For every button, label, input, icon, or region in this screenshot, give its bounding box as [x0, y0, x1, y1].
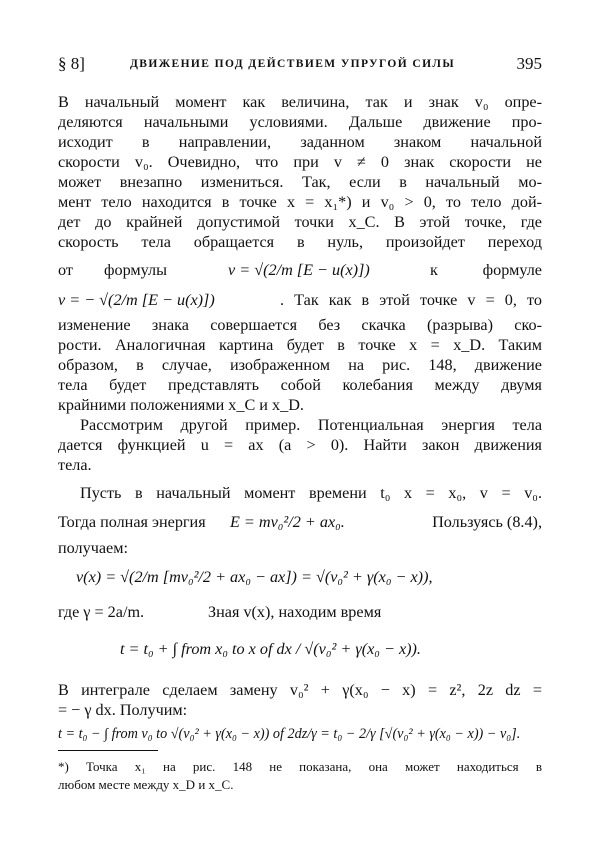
- section-number: § 8]: [58, 54, 85, 73]
- text-line: получаем:: [58, 539, 128, 557]
- footnote-line: *) Точка x₁ на рис. 148 не показана, она может находиться в: [58, 759, 542, 774]
- text-line: Рассмотрим другой пример. Потенциальная энергия тела: [80, 416, 542, 434]
- text-line: Пусть в начальный момент времени t₀ x = x₀, v = v₀.: [80, 484, 542, 502]
- display-equation: t = t₀ + ∫ from x₀ to x of dx / √(v₀² + γ(x₀ − x)).: [120, 640, 421, 658]
- word: формулы: [104, 261, 168, 279]
- word: от: [58, 261, 73, 279]
- text-line: тела будет представлять собой колебания между двумя: [58, 376, 542, 394]
- inline-formula: v = √(2/m [E − u(x)]): [228, 261, 370, 279]
- text-line: В начальный момент как величина, так и знак v₀ опре-: [58, 93, 542, 111]
- display-equation: t = t₀ − ∫ from v₀ to √(v₀² + γ(x₀ − x)) of 2dz/γ = t₀ − 2/γ [√(v₀² + γ(x₀ − x)) − v₀].: [58, 726, 521, 742]
- text-fragment: Пользуясь (8.4),: [432, 513, 542, 531]
- text-line: деляются начальными условиями. Дальше движение про-: [58, 113, 542, 131]
- footnote-rule: [58, 750, 158, 751]
- word: формуле: [482, 261, 542, 279]
- text-line: тела.: [58, 456, 92, 474]
- display-equation: v(x) = √(2/m [mv₀²/2 + ax₀ − ax]) = √(v₀² + γ(x₀ − x)),: [76, 568, 433, 586]
- text-line: скорость тела обращается в нуль, произойдет переход: [58, 233, 542, 251]
- footnote-line: любом месте между x_D и x_C.: [58, 777, 234, 792]
- text-fragment: Тогда полная энергия: [58, 513, 206, 531]
- text-fragment: Зная v(x), находим время: [208, 603, 382, 621]
- inline-formula: v = − √(2/m [E − u(x)]): [58, 291, 215, 309]
- inline-formula: где γ = 2a/m.: [58, 603, 145, 621]
- running-header: [58, 54, 542, 78]
- text-line: дет до крайней допустимой точки x_C. В этой точке, где: [58, 213, 542, 231]
- text-line: дается функцией u = ax (a > 0). Найти закон движения: [58, 436, 542, 454]
- text-line: исходит в направлении, заданном знаком начальной: [58, 133, 542, 151]
- text-line: мент тело находится в точке x = x₁*) и v₀ > 0, то тело дой-: [58, 193, 542, 211]
- text-line: может внезапно измениться. Так, если в начальный мо-: [58, 173, 542, 191]
- word: к: [430, 261, 438, 279]
- text-line: = − γ dx. Получим:: [58, 701, 188, 719]
- text-fragment: . Так как в этой точке v = 0, то: [280, 291, 542, 309]
- text-line: изменение знака совершается без скачка (разрыва) ско-: [58, 316, 542, 334]
- text-line: крайними положениями x_C и x_D.: [58, 396, 304, 414]
- text-line: образом, в случае, изображенном на рис. 148, движение: [58, 356, 542, 374]
- header-title: ДВИЖЕНИЕ ПОД ДЕЙСТВИЕМ УПРУГОЙ СИЛЫ: [130, 58, 456, 70]
- text-line: рости. Аналогичная картина будет в точке x = x_D. Таким: [58, 336, 542, 354]
- page-number: 395: [516, 54, 542, 73]
- text-line: скорости v₀. Очевидно, что при v ≠ 0 знак скорости не: [58, 153, 542, 171]
- inline-formula: E = mv₀²/2 + ax₀.: [230, 513, 345, 531]
- text-line: В интеграле сделаем замену v₀² + γ(x₀ − x) = z², 2z dz =: [58, 681, 542, 699]
